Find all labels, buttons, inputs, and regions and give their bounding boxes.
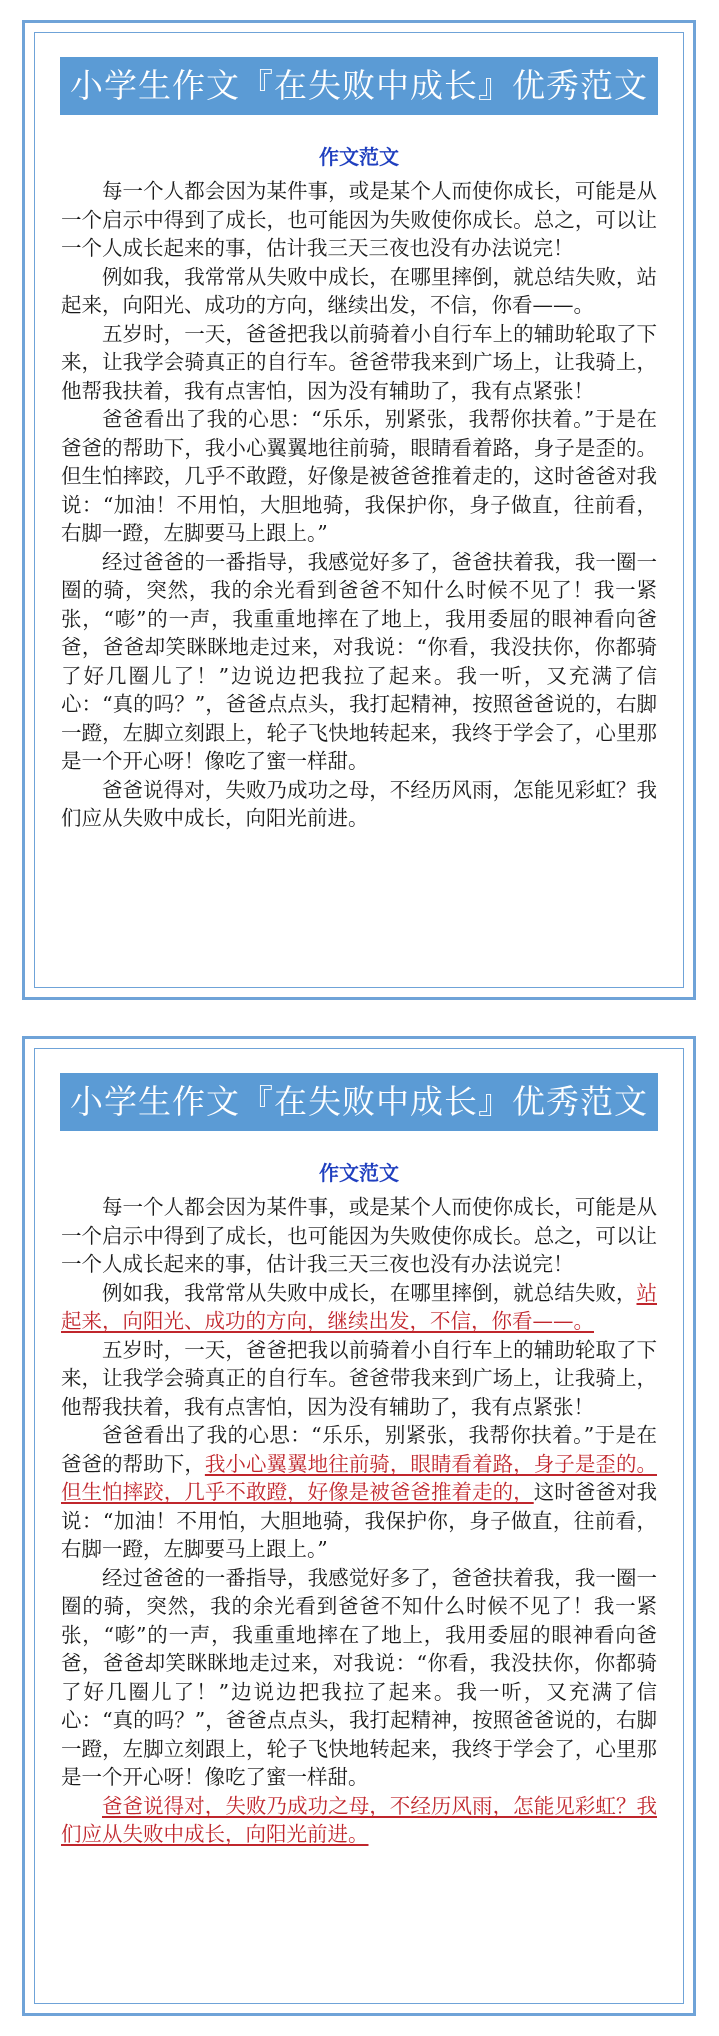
paragraph-text: 爸爸说得对，失败乃成功之母，不经历风雨，怎能见彩虹？我们应从失败中成长，向阳光前进。 xyxy=(61,777,657,830)
essay-paragraph xyxy=(61,1279,657,1336)
essay-paragraph xyxy=(61,1336,657,1422)
paragraph-text: 五岁时，一天，爸爸把我以前骑着小自行车上的辅助轮取了下来，让我学会骑真正的自行车。爸爸带我来到广场上，让我骑上，他帮我扶着，我有点害怕，因为没有辅助了，我有点紧张！ xyxy=(61,1337,657,1419)
essay-panel-annotated xyxy=(22,1036,696,2016)
essay-title-banner: 小学生作文『在失败中成长』优秀范文 xyxy=(60,57,658,115)
essay-paragraph xyxy=(61,1421,657,1564)
paragraph-text: 每一个人都会因为某件事，或是某个人而使你成长，可能是从一个启示中得到了成长，也可能因为失败使你成长。总之，可以让一个人成长起来的事，估计我三天三夜也没有办法说完！ xyxy=(61,179,657,260)
essay-body xyxy=(61,177,657,833)
essay-subheading: 作文范文 xyxy=(319,145,399,169)
highlighted-sentence: 爸爸说得对，失败乃成功之母，不经历风雨，怎能见彩虹？我们应从失败中成长，向阳光前进。 xyxy=(61,1793,657,1846)
essay-body xyxy=(61,1193,657,1849)
paragraph-text: 例如我，我常常从失败中成长，在哪里摔倒，就总结失败，站起来，向阳光、成功的方向，继续出发，不信，你看——。 xyxy=(61,264,657,317)
essay-title-banner: 小学生作文『在失败中成长』优秀范文 xyxy=(60,1073,658,1131)
paragraph-text: 五岁时，一天，爸爸把我以前骑着小自行车上的辅助轮取了下来，让我学会骑真正的自行车。爸爸带我来到广场上，让我骑上，他帮我扶着，我有点害怕，因为没有辅助了，我有点紧张！ xyxy=(61,321,657,403)
essay-subheading: 作文范文 xyxy=(319,1161,399,1185)
highlighted-sentence: 站起来，向阳光、成功的方向，继续出发，不信，你看——。 xyxy=(61,1280,657,1333)
paragraph-text: 爸爸看出了我的心思：“乐乐，别紧张，我帮你扶着。”于是在爸爸的帮助下，我小心翼翼地往前骑，眼睛看着路，身子是歪的。但生怕摔跤，几乎不敢蹬，好像是被爸爸推着走的，这时爸爸对我说：“加油！不用怕，大胆地骑，我保护你，身子做直，往前看，右脚一蹬，左脚要马上跟上。” xyxy=(61,407,657,545)
essay-panel-original xyxy=(22,20,696,1000)
highlighted-sentence: 我小心翼翼地往前骑，眼睛看着路，身子是歪的。但生怕摔跤，几乎不敢蹬，好像是被爸爸推着走的， xyxy=(61,1451,657,1504)
essay-paragraph xyxy=(61,1193,657,1279)
essay-paragraph xyxy=(61,1792,657,1849)
essay-paragraph xyxy=(61,177,657,263)
paragraph-text: 爸爸看出了我的心思：“乐乐，别紧张，我帮你扶着。”于是在爸爸的帮助下， xyxy=(61,1423,657,1476)
paragraph-text: 每一个人都会因为某件事，或是某个人而使你成长，可能是从一个启示中得到了成长，也可能因为失败使你成长。总之，可以让一个人成长起来的事，估计我三天三夜也没有办法说完！ xyxy=(61,1195,657,1276)
essay-paragraph xyxy=(61,405,657,548)
essay-paragraph xyxy=(61,320,657,406)
paragraph-text: 经过爸爸的一番指导，我感觉好多了，爸爸扶着我，我一圈一圈的骑，突然，我的余光看到爸爸不知什么时候不见了！我一紧张，“嘭”的一声，我重重地摔在了地上，我用委屈的眼神看向爸爸，爸爸却笑眯眯地走过来，对我说：“你看，我没扶你，你都骑了好几圈儿了！”边说边把我拉了起来。我一听，又充满了信心：“真的吗？”，爸爸点点头，我打起精神，按照爸爸说的，右脚一蹬，左脚立刻跟上，轮子飞快地转起来，我终于学会了，心里那是一个开心呀！像吃了蜜一样甜。 xyxy=(61,1565,657,1789)
paragraph-text: 这时爸爸对我说：“加油！不用怕，大胆地骑，我保护你，身子做直，往前看，右脚一蹬，左脚要马上跟上。” xyxy=(61,1480,658,1561)
essay-paragraph xyxy=(61,776,657,833)
essay-paragraph xyxy=(61,548,657,776)
essay-paragraph xyxy=(61,1564,657,1792)
essay-paragraph xyxy=(61,263,657,320)
paragraph-text: 经过爸爸的一番指导，我感觉好多了，爸爸扶着我，我一圈一圈的骑，突然，我的余光看到爸爸不知什么时候不见了！我一紧张，“嘭”的一声，我重重地摔在了地上，我用委屈的眼神看向爸爸，爸爸却笑眯眯地走过来，对我说：“你看，我没扶你，你都骑了好几圈儿了！”边说边把我拉了起来。我一听，又充满了信心：“真的吗？”，爸爸点点头，我打起精神，按照爸爸说的，右脚一蹬，左脚立刻跟上，轮子飞快地转起来，我终于学会了，心里那是一个开心呀！像吃了蜜一样甜。 xyxy=(61,549,657,773)
paragraph-text: 例如我，我常常从失败中成长，在哪里摔倒，就总结失败， xyxy=(102,1280,637,1305)
